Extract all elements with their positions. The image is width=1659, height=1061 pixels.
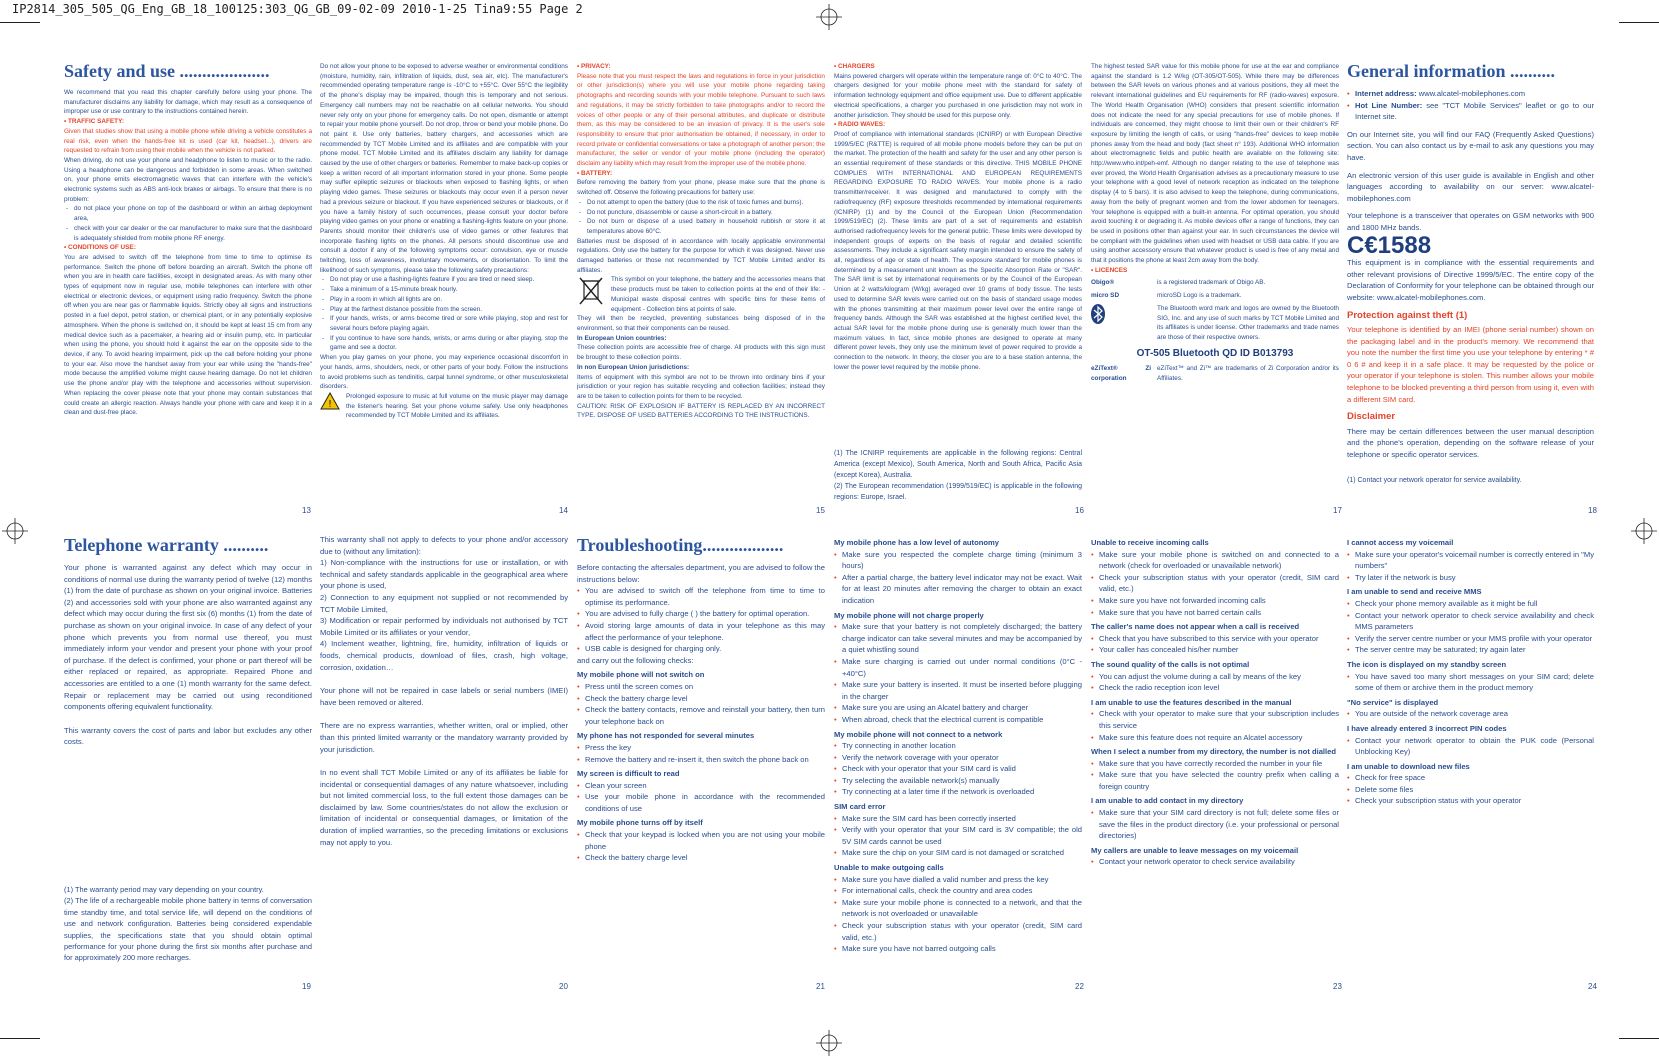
hotline-text: see "TCT Mobile Services" leaflet or go to our Internet site. bbox=[1355, 100, 1594, 122]
list-item: • You are outside of the network coverage area bbox=[1347, 708, 1594, 720]
internet-address: www.alcatel-mobilephones.com bbox=[1418, 89, 1526, 98]
paragraph: Items of equipment with this symbol are not to be thrown into ordinary bins if your jurisdiction or your region has suitable recycling and collection facilities; instead they are to be taken to collection points for them to be recycled. bbox=[577, 373, 825, 400]
page-number: 15 bbox=[816, 506, 825, 515]
paragraph: The highest tested SAR value for this mobile phone for use at the ear and compliance against the standard is 1.2 W/kg (OT-305/OT-505). While there may be differences between the SAR levels on various phones and at various positions, they all meet the relevant international guidelines and EU requirements for RF (radio-waves) exposure. The World Health Organisation (WHO) considers that present scientific information does not indicate the need for any special precautions for use of mobile phones. If individuals are concerned, they might choose to limit their own or their children's RF exposure by limiting the length of calls, or using "hands-free" devices to keep mobile phones away from the head and body (fact sheet n° 193). Additional WHO information about electromagnetic fields and public health are available on the following site: http://www.who.int/peh-emf. Although no danger relating to the use of telephone was ever proved, the World Health Organisation advises as a precautionary measure to use your telephone with a good level of network reception as indicated on the telephone display (4 to 5 bars). It is also advised to keep the telephone, during communications, away from the belly of pregnant women and from the lower abdomen for teenagers. Your telephone is equipped with a built-in antenna. For optimal operation, you should avoid touching it or degrading it. As mobile devices offer a range of functions, they can be used in positions other than against your ear. In such circumstances the device will be compliant with the guidelines when used with headset or USB data cable. If you are using another accessory ensure that whatever product is used is free of any metal and that it positions the phone at least 2cm away from the body. bbox=[1091, 63, 1339, 265]
page-number: 20 bbox=[559, 982, 568, 991]
crossed-bin-icon bbox=[577, 275, 605, 307]
list-item: - If you continue to have sore hands, wrists, or arms during or after playing, stop the game and see a doctor. bbox=[320, 334, 568, 353]
list-item: - Do not play or use a flashing-lights feature if you are tired or need sleep. bbox=[320, 275, 568, 285]
list-item: • Check your subscription status with your operator bbox=[1347, 795, 1594, 807]
section-title: Protection against theft (1) bbox=[1347, 309, 1468, 321]
paragraph: This equipment is in compliance with the essential requirements and other relevant provisions of Directive 1999/5/EC. The entire copy of the Declaration of Conformity for your telephone can be obtained through our website: www.alcatel-mobilephones.com. bbox=[1347, 258, 1594, 302]
list-item: - Play in a room in which all lights are on. bbox=[320, 295, 568, 305]
list-item: • Make sure that you have not barred certain calls bbox=[1091, 607, 1339, 619]
list-item: - Take a minimum of a 15-minute break hourly. bbox=[320, 285, 568, 295]
list-item: • You are advised to switch off the telephone from time to time to optimise its performance. bbox=[577, 585, 825, 608]
page-number: 24 bbox=[1588, 982, 1597, 991]
list-item: • Try connecting at a later time if the network is overloaded bbox=[834, 786, 1082, 798]
question-heading: My mobile phone will not switch on bbox=[577, 670, 705, 680]
paragraph: This warranty covers the cost of parts and labor but excludes any other costs. bbox=[64, 725, 312, 747]
internet-address-label: Internet address: bbox=[1355, 89, 1417, 98]
list-item: • Make sure you are using an Alcatel battery and charger bbox=[834, 702, 1082, 714]
section-heading: • BATTERY: bbox=[577, 169, 613, 177]
list-item: • Make sure your mobile phone is connected to a network, and that the network is not overloaded or unavailable bbox=[834, 897, 1082, 920]
list-item: • Make sure your battery is inserted. It must be inserted before plugging in the charger bbox=[834, 679, 1082, 702]
list-item: • Check that your keypad is locked when you are not using your mobile phone bbox=[577, 829, 825, 852]
page-number: 14 bbox=[559, 506, 568, 515]
microsd-logo: micro SD bbox=[1091, 292, 1120, 300]
list-item: 1) Non-compliance with the instructions for use or installation, or with technical and safety standards applicable in the geographical area where your phone is used, bbox=[320, 558, 568, 591]
list-item: • For international calls, check the country and area codes bbox=[834, 885, 1082, 897]
list-item: • Check the battery charge level bbox=[577, 852, 825, 864]
svg-text:!: ! bbox=[327, 398, 333, 410]
paragraph: Batteries must be disposed of in accordance with locally applicable environmental regulations. Only use the battery for the purpose for which it was designed. Never use damaged batteries or those not recommended by TCT Mobile Limited and/or its affiliates. bbox=[577, 237, 825, 274]
warning-paragraph: Please note that you must respect the laws and regulations in force in your jurisdiction or other jurisdiction(s) where you will use your mobile phone regarding taking photographs and recording sounds with your mobile telephone. Pursuant to such laws and regulations, it may be strictly forbidden to take photographs and/or to record the voices of other people or any of their personal attributes, and duplicate or distribute them, as this may be considered to be an invasion of privacy. It is the user's sole responsibility to ensure that prior authorisation be obtained, if necessary, in order to record private or confidential conversations or take a photograph of another person; the manufacturer, the seller or vendor of your mobile phone (including the operator) disclaim any liability which may result from the improper use of the mobile phone. bbox=[577, 72, 825, 168]
paragraph: There are no express warranties, whether written, oral or implied, other than this printed limited warranty or the mandatory warranty provided by your jurisdiction. bbox=[320, 721, 568, 754]
paragraph: Your phone will not be repaired in case labels or serial numbers (IMEI) have been removed or altered. bbox=[320, 686, 568, 707]
page-number: 23 bbox=[1333, 982, 1342, 991]
page-15 bbox=[577, 62, 825, 490]
section-heading: • CHARGERS bbox=[834, 63, 875, 70]
footnote: (2) The European recommendation (1999/519/EC) is applicable in the following regions: Europe, Israel. bbox=[834, 483, 1082, 501]
paragraph: is a registered trademark of Obigo AB. bbox=[1157, 279, 1266, 287]
paragraph: You are advised to switch off the telephone from time to time to optimise its performance. Switch the phone off before boarding an aircraft. Switch the phone off when you are in health care facilities, except in designated areas. As with many other types of equipment now in regular use, mobile telephones can interfere with other electrical or electronic devices, or equipment using radio frequency. Switch the phone off when you are near gas or flammable liquids. Strictly obey all signs and instructions posted in a fuel depot, petrol station, or chemical plant, or in any potentially explosive atmosphere. When the phone is switched on, it should be kept at least 15 cm from any medical device such as a pacemaker, a hearing aid or insulin pump, etc. In particular when using the phone, you should hold it against the ear on the opposite side to the device, if any. To avoid hearing impairment, pick up the call before holding your phone to your ear. Also move the handset away from your ear while using the "hands-free" mode because the amplified volume might cause hearing damage. Do not let children use the phone and/or play with the telephone and accessories without supervision. When replacing the cover please note that your phone may contain substances that could create an allergic reaction. Always handle your phone with care and keep it in a clean and dust-free place. bbox=[64, 253, 312, 417]
section-heading: • PRIVACY: bbox=[577, 63, 611, 70]
page-title: Troubleshooting.................. bbox=[577, 535, 784, 555]
list-item: • Make sure the SIM card has been correctly inserted bbox=[834, 813, 1082, 825]
question-heading: I am unable to add contact in my directory bbox=[1091, 796, 1244, 806]
crop-mark bbox=[0, 1038, 40, 1039]
ezitext-logo: eZiText® Zi corporation bbox=[1091, 365, 1151, 383]
page-18 bbox=[1347, 60, 1594, 500]
paragraph: Proof of compliance with international standards (ICNIRP) or with European Directive 1999/5/EC (R&TTE) is required of all mobile phone models before they can be put on the market. The protection of the health and safety for the user and any other person is an essential requirement of these standards or this directive. THIS MOBILE PHONE COMPLIES WITH INTERNATIONAL AND EUROPEAN REQUIREMENTS REGARDING EXPOSURE TO RADIO WAVES. Your mobile phone is a radio transmitter/receiver. It was designed and manufactured to comply with the radiofrequency (RF) exposure thresholds recommended by international requirements (ICNIRP) (1) and by the Council of the European Union (Recommendation 1999/519/EC) (2). These limits are part of a set of requirements and establish authorised radiofrequency levels for the general public. These limits were developed by independent groups of experts on the basis of regular and detailed scientific assessments. They include a significant safety margin intended to ensure the safety of all, regardless of age or state of health. The exposure standard for mobile phones is determined by a measurement unit known as the Specific Absorption Rate or "SAR". The SAR limit is set by international requirements or by the Council of the European Union at 2 watts/kilogram (W/kg) averaged over 10 grams of body tissue. The tests used to determine SAR levels were carried out on the basis of standard usage modes with the phones transmitting at their maximum power level over the entire range of frequency bands. Although the SAR was established at the highest certified level, the actual SAR level for the mobile phone during use is generally much lower than the maximum values. In fact, since mobile phones are designed to operate at many different power levels, they only use the minimum level of power required to provide a connection to the network. In theory, the closer you are to a base station antenna, the lower the power level required by the mobile phone. bbox=[834, 130, 1082, 371]
paragraph: These collection points are accessible free of charge. All products with this sign must be brought to these collection points. bbox=[577, 344, 825, 362]
paragraph: In no event shall TCT Mobile Limited or any of its affiliates be liable for incidental or consequential damages of any nature whatsoever, including but not limited commercial loss, to the full extent those damages can be disclaimed by law. Some countries/states do not allow the exclusion or limitation of incidental or consequential damages, or limitation of the duration of implied warranties, so the preceding limitations or exclusions may not apply to you. bbox=[320, 768, 568, 847]
registration-mark-bottom bbox=[816, 1030, 842, 1056]
page-20 bbox=[320, 534, 568, 974]
section-heading: In non European Union jurisdictions: bbox=[577, 363, 690, 371]
list-item: • Check that you have subscribed to this service with your operator bbox=[1091, 633, 1339, 645]
list-item: • Make sure that you have selected the country prefix when calling a foreign country bbox=[1091, 769, 1339, 792]
list-item: • Try later if the network is busy bbox=[1347, 572, 1594, 584]
page-23 bbox=[1091, 534, 1339, 974]
question-heading: "No service" is displayed bbox=[1347, 697, 1439, 707]
page-title: Telephone warranty .......... bbox=[64, 535, 269, 555]
section-heading: • CONDITIONS OF USE: bbox=[64, 244, 136, 252]
crop-mark bbox=[1619, 22, 1659, 23]
question-heading: The icon is displayed on my standby screen bbox=[1347, 659, 1507, 669]
footnote: (1) Contact your network operator for service availability. bbox=[1347, 476, 1522, 484]
page-19 bbox=[64, 534, 312, 834]
warning-paragraph: Given that studies show that using a mobile phone while driving a vehicle constitutes a real risk, even when the hands-free kit is used (car kit, headset...), drivers are requested to refrain from using their mobile when the vehicle is not parked. bbox=[64, 127, 312, 155]
paragraph: Before contacting the aftersales department, you are advised to follow the instructions below: bbox=[577, 563, 825, 584]
list-item: • Check for free space bbox=[1347, 772, 1594, 784]
list-item: • Make sure your mobile phone is switched on and connected to a network (check for overloaded or unavailable network) bbox=[1091, 549, 1339, 572]
crop-mark bbox=[1619, 1038, 1659, 1039]
paragraph: Your telephone is a transceiver that operates on GSM networks with 900 and 1800 MHz bands. bbox=[1347, 211, 1594, 232]
registration-mark-left bbox=[2, 518, 28, 544]
page-16-footnotes bbox=[834, 448, 1082, 504]
list-item: • Press until the screen comes on bbox=[577, 681, 825, 693]
list-item: 3) Modification or repair performed by individuals not authorised by TCT Mobile Limited or its affiliates or your vendor, bbox=[320, 616, 568, 637]
paragraph: An electronic version of this user guide is available in English and other languages according to availability on our server: www.alcatel-mobilephones.com bbox=[1347, 170, 1594, 203]
question-heading: I am unable to send and receive MMS bbox=[1347, 587, 1482, 597]
question-heading: My screen is difficult to read bbox=[577, 769, 680, 779]
list-item: • Try selecting the available network(s) manually bbox=[834, 775, 1082, 787]
list-item: 2) Connection to any equipment not supplied or not recommended by TCT Mobile Limited, bbox=[320, 592, 568, 614]
list-item: - If your hands, wrists, or arms become tired or sore while playing, stop and rest for several hours before playing again. bbox=[320, 314, 568, 333]
question-heading: My mobile phone turns off by itself bbox=[577, 818, 703, 828]
list-item: • Contact your network operator to check service availability and check MMS parameters bbox=[1347, 610, 1594, 633]
list-item: - check with your car dealer or the car manufacturer to make sure that the dashboard is adequately shielded from mobile phone RF energy. bbox=[64, 224, 312, 243]
list-item: - Do not attempt to open the battery (due to the risk of toxic fumes and burns). bbox=[577, 198, 825, 208]
footnote: (1) The ICNIRP requirements are applicable in the following regions: Central America (except Mexico), South America, North and South Africa, Pacific Asia (except Korea), Australia. bbox=[834, 450, 1082, 479]
list-item: • You have saved too many short messages on your SIM card; delete some of them or archive them in the product memory bbox=[1347, 671, 1594, 694]
list-item: 4) Inclement weather, lightning, fire, humidity, infiltration of liquids or foods, chemical products, download of files, crash, high voltage, corrosion, oxidation… bbox=[320, 639, 568, 672]
paragraph: microSD Logo is a trademark. bbox=[1157, 292, 1242, 300]
list-item: • Make sure you have not forwarded incoming calls bbox=[1091, 595, 1339, 607]
section-title: Disclaimer bbox=[1347, 411, 1396, 423]
question-heading: My mobile phone will not connect to a network bbox=[834, 729, 1003, 739]
list-item: • Verify the network coverage with your operator bbox=[834, 752, 1082, 764]
list-item: • After a partial charge, the battery level indicator may not be exact. Wait for at least 20 minutes after removing the charger to obtain an exact indication bbox=[834, 572, 1082, 607]
list-item: • Make sure the chip on your SIM card is not damaged or scratched bbox=[834, 847, 1082, 859]
footnote: (1) The warranty period may vary depending on your country. bbox=[64, 885, 264, 894]
paragraph: CAUTION: RISK OF EXPLOSION IF BATTERY IS REPLACED BY AN INCORRECT TYPE. DISPOSE OF USED BATTERIES ACCORDING TO THE INSTRUCTIONS. bbox=[577, 402, 825, 420]
question-heading: The sound quality of the calls is not optimal bbox=[1091, 659, 1250, 669]
hearing-warning-icon bbox=[320, 392, 340, 410]
list-item: - Do not puncture, disassemble or cause a short-circuit in a battery. bbox=[577, 208, 825, 218]
list-item: • Your caller has concealed his/her number bbox=[1091, 644, 1339, 656]
paragraph: We recommend that you read this chapter carefully before using your phone. The manufacturer disclaims any liability for damage, which may result as a consequence of improper use or use contrary to the instructions contained herein. bbox=[64, 89, 312, 116]
bluetooth-qd-id: OT-505 Bluetooth QD ID B013793 bbox=[1136, 347, 1294, 359]
list-item: • Contact your network operator to check service availability bbox=[1091, 856, 1339, 868]
warning-paragraph: Prolonged exposure to music at full volume on the music player may damage the listener's hearing. Set your phone volume safely. Use only headphones recommended by TCT Mobile Limited and its affiliates. bbox=[346, 392, 568, 420]
page-number: 13 bbox=[302, 506, 311, 515]
paragraph: Your phone is warranted against any defect which may occur in conditions of normal use during the warranty period of twelve (12) months (1) from the date of purchase as shown on your original invoice. Batteries (2) and accessories sold with your phone are also warranted against any defect which may occur during the first six (6) months (1) from the date of purchase as shown on your original invoice. In case of any defect of your phone which prevents you from normal use thereof, you must immediately inform your vendor and present your phone with your proof of purchase. If the defect is confirmed, your phone or part thereof will be either replaced or repaired, as appropriate. Repaired Phone and accessories are entitled to a one (1) month warranty for the same defect. Repair or replacement may be carried out using reconditioned components offering equivalent functionality. bbox=[64, 563, 312, 712]
page-number: 17 bbox=[1333, 506, 1342, 515]
page-16 bbox=[834, 62, 1082, 412]
list-item: • Make sure this feature does not require an Alcatel accessory bbox=[1091, 732, 1339, 744]
page-number: 18 bbox=[1588, 506, 1597, 515]
list-item: • Verify with your operator that your SIM card is 3V compatible; the old 5V SIM cards cannot be used bbox=[834, 824, 1082, 847]
list-item: • Verify the server centre number or your MMS profile with your operator bbox=[1347, 633, 1594, 645]
page-17 bbox=[1091, 62, 1339, 454]
question-heading: My callers are unable to leave messages on my voicemail bbox=[1091, 845, 1299, 855]
question-heading: The caller's name does not appear when a call is received bbox=[1091, 622, 1300, 632]
paragraph: and carry out the following checks: bbox=[577, 655, 694, 665]
hotline-label: Hot Line Number: bbox=[1355, 100, 1423, 110]
question-heading: My mobile phone has a low level of autonomy bbox=[834, 538, 999, 547]
list-item: • Make sure you have not barred outgoing calls bbox=[834, 943, 1082, 955]
question-heading: I am unable to download new files bbox=[1347, 761, 1470, 771]
list-item: • Make sure that your SIM card directory is not full; delete some files or save the files in the product directory (i.e. your professional or personal directories) bbox=[1091, 807, 1339, 842]
registration-mark-top bbox=[816, 4, 842, 30]
page-number: 16 bbox=[1075, 506, 1084, 515]
page-number: 22 bbox=[1075, 982, 1084, 991]
list-item: • Check with your operator to make sure that your subscription includes this service bbox=[1091, 708, 1339, 731]
list-item: • Delete some files bbox=[1347, 784, 1594, 796]
paragraph: When driving, do not use your phone and headphone to listen to music or to the radio. Using a headphone can be dangerous and forbidden in some areas. When switched on, your phone emits electromagnetic waves that can interfere with the vehicle's electronic systems such as ABS anti-lock brakes or airbags. To ensure that there is no problem: bbox=[64, 156, 312, 203]
list-item: • Check your phone memory available as it might be full bbox=[1347, 598, 1594, 610]
page-22 bbox=[834, 534, 1082, 974]
list-item: • Clean your screen bbox=[577, 780, 825, 792]
paragraph: Mains powered chargers will operate within the temperature range of: 0°C to 40°C. The chargers designed for your mobile phone meet with the standard for safety of information technology equipment and office equipment use. Due to different applicable electrical specifications, a charger you purchased in one jurisdiction may not work in another jurisdiction. They should be used for this purpose only. bbox=[834, 72, 1082, 119]
registration-mark-right bbox=[1631, 518, 1657, 544]
paragraph: Before removing the battery from your phone, please make sure that the phone is switched off. Observe the following precautions for battery use: bbox=[577, 179, 825, 197]
question-heading: Unable to make outgoing calls bbox=[834, 863, 944, 873]
obigo-logo: Obigo® bbox=[1091, 279, 1115, 287]
section-heading: • RADIO WAVES: bbox=[834, 121, 886, 129]
question-heading: When I select a number from my directory, the number is not dialled bbox=[1091, 747, 1337, 757]
list-item: • USB cable is designed for charging only. bbox=[577, 643, 825, 655]
section-heading: In European Union countries: bbox=[577, 334, 667, 342]
list-item: • Try connecting in another location bbox=[834, 740, 1082, 752]
list-item: • Check your subscription status with your operator (credit, SIM card valid, etc.) bbox=[1091, 572, 1339, 595]
list-item: • Make sure your operator's voicemail number is correctly entered in "My numbers" bbox=[1347, 549, 1594, 572]
page-number: 19 bbox=[302, 982, 311, 991]
paragraph: The Bluetooth word mark and logos are owned by the Bluetooth SIG, Inc. and any use of such marks by TCT Mobile Limited and its affiliates is under license. Other trademarks and trade names are those of their respective owners. bbox=[1157, 304, 1339, 341]
page-14 bbox=[320, 62, 568, 490]
page-title: Safety and use .................... bbox=[64, 61, 270, 81]
question-heading: My phone has not responded for several minutes bbox=[577, 731, 755, 741]
question-heading: I am unable to use the features described in the manual bbox=[1091, 697, 1292, 707]
question-heading: My mobile phone will not charge properly bbox=[834, 610, 984, 620]
paragraph: There may be certain differences between the user manual description and the phone's operation, depending on the software release of your telephone or specific operator services. bbox=[1347, 426, 1594, 460]
list-item: • Avoid storing large amounts of data in your telephone as this may affect the performance of your telephone. bbox=[577, 620, 825, 643]
paragraph: When you play games on your phone, you may experience occasional discomfort in your hands, arms, shoulders, neck, or other parts of your body. Follow the instructions to avoid problems such as tendinitis, carpal tunnel syndrome, or other musculoskeletal disorders. bbox=[320, 354, 568, 391]
section-heading: • TRAFFIC SAFETY: bbox=[64, 118, 124, 126]
list-item: • Check the battery contacts, remove and reinstall your battery, then turn your telephone back on bbox=[577, 704, 825, 727]
list-item: • Make sure that you have correctly recorded the number in your file bbox=[1091, 758, 1339, 770]
footnote: (2) The life of a rechargeable mobile phone battery in terms of conversation time standby time, and total service life, will depend on the conditions of use and network configuration. Batteries being considered expendable supplies, the specifications state that you should obtain optimal performance for your phone during the first six months after purchase and for approximately 200 more recharges. bbox=[64, 896, 312, 963]
question-heading: I have already entered 3 incorrect PIN codes bbox=[1347, 723, 1507, 733]
list-item: - Do not burn or dispose of a used battery in household rubbish or store it at temperatures above 60°C. bbox=[577, 217, 825, 236]
paragraph: They will then be recycled, preventing substances being disposed of in the environment, so that their components can be reused. bbox=[577, 315, 825, 332]
list-item: • Make sure you have dialled a valid number and press the key bbox=[834, 874, 1082, 886]
page-13 bbox=[64, 60, 312, 490]
list-item: • When abroad, check that the electrical current is compatible bbox=[834, 714, 1082, 726]
list-item: • You can adjust the volume during a call by means of the key bbox=[1091, 671, 1339, 683]
question-heading: I cannot access my voicemail bbox=[1347, 538, 1454, 547]
paragraph: Do not allow your phone to be exposed to adverse weather or environmental conditions (moisture, humidity, rain, infiltration of liquids, dust, sea air, etc). The manufacturer's recommended operating temperature range is -10°C to +55°C. Over 55°C the legibility of the phone's display may be impaired, though this is temporary and not serious. Emergency call numbers may not be reachable on all cellular networks. You should never rely only on your phone for emergency calls. Do not open, dismantle or attempt to repair your mobile phone yourself. Do not drop, throw or bend your mobile phone. Do not paint it. Use only batteries, battery chargers, and accessories which are recommended by TCT Mobile Limited and its affiliates and are compatible with your phone model. TCT Mobile Limited and its affiliates disclaim any liability for damage caused by the use of other chargers or batteries. Remember to make back-up copies or keep a written record of all important information stored in your phone. Some people may suffer epileptic seizures or blackouts when exposed to flashing lights, or when playing video games. These seizures or blackouts may occur even if a person never had a previous seizure or blackout. If you have experienced seizures or blackouts, or if you have a family history of such occurrences, please consult your doctor before playing video games on your phone or enabling a flashing-lights feature on your phone. Parents should monitor their children's use of video games or other features that incorporate flashing lights on the phones. All persons should discontinue use and consult a doctor if any of the following symptoms occur: convulsion, eye or muscle twitching, loss of awareness, involuntary movements, or disorientation. To limit the likelihood of such symptoms, please take the following safety precautions: bbox=[320, 63, 568, 274]
list-item: • The server centre may be saturated; try again later bbox=[1347, 644, 1594, 656]
crop-mark bbox=[0, 22, 40, 23]
page-title: General information .......... bbox=[1347, 61, 1555, 81]
list-item: • Contact your network operator to obtain the PUK code (Personal Unblocking Key) bbox=[1347, 735, 1594, 758]
list-item: - do not place your phone on top of the dashboard or within an airbag deployment area, bbox=[64, 204, 312, 223]
question-heading: Unable to receive incoming calls bbox=[1091, 538, 1209, 547]
bluetooth-icon bbox=[1091, 304, 1105, 324]
page-24 bbox=[1347, 534, 1594, 974]
warning-paragraph: Your telephone is identified by an IMEI (phone serial number) shown on the packaging label and in the product's memory. We recommend that you note the number the first time you use your telephone by entering * # 0 6 # and keep it in a safe place. It may be requested by the police or your operator if your telephone is stolen. This number allows your mobile telephone to be blocked preventing a third person from using it, even with a different SIM card. bbox=[1347, 325, 1594, 404]
question-heading: SIM card error bbox=[834, 802, 886, 812]
paragraph: On our Internet site, you will find our FAQ (Frequently Asked Questions) section. You can also contact us by e-mail to ask any questions you may have. bbox=[1347, 129, 1594, 162]
list-item: • Check the radio reception icon level bbox=[1091, 682, 1339, 694]
list-item: • Make sure charging is carried out under normal conditions (0°C - +40°C) bbox=[834, 656, 1082, 679]
page-number: 21 bbox=[816, 982, 825, 991]
page-21 bbox=[577, 534, 825, 974]
list-item: • Make sure that your battery is not completely discharged; the battery charge indicator can take several minutes and may be accompanied by a quiet whistling sound bbox=[834, 621, 1082, 656]
paragraph: This warranty shall not apply to defects to your phone and/or accessory due to (without any limitation): bbox=[320, 535, 568, 556]
list-item: • Check with your operator that your SIM card is valid bbox=[834, 763, 1082, 775]
page-19-footnotes bbox=[64, 884, 312, 984]
paragraph: This symbol on your telephone, the battery and the accessories means that these products must be taken to collection points at the end of their life: - Municipal waste disposal centres with specific bins for these items of equipment - Collection bins at points of sale. bbox=[611, 276, 825, 313]
ce-mark: C€1588 bbox=[1347, 231, 1432, 259]
list-item: • You are advised to fully charge ( ) the battery for optimal operation. bbox=[577, 608, 825, 620]
list-item: • Press the key bbox=[577, 742, 825, 754]
paragraph: eZiText™ and Zi™ are trademarks of Zi Corporation and/or its Affiliates. bbox=[1157, 365, 1339, 383]
section-heading: • LICENCES bbox=[1091, 266, 1128, 274]
list-item: • Check the battery charge level bbox=[577, 693, 825, 705]
list-item: • Check your subscription status with your operator (credit, SIM card valid, etc.) bbox=[834, 920, 1082, 943]
list-item: • Make sure you respected the complete charge timing (minimum 3 hours) bbox=[834, 549, 1082, 572]
list-item: - Play at the farthest distance possible from the screen. bbox=[320, 305, 568, 315]
print-slug-header: IP2814_305_505_QG_Eng_GB_18_100125:303_QG_GB_09-02-09 2010-1-25 Tina9:55 Page 2 bbox=[12, 2, 583, 16]
list-item: • Remove the battery and re-insert it, then switch the phone back on bbox=[577, 754, 825, 766]
list-item: • Use your mobile phone in accordance with the recommended conditions of use bbox=[577, 791, 825, 814]
